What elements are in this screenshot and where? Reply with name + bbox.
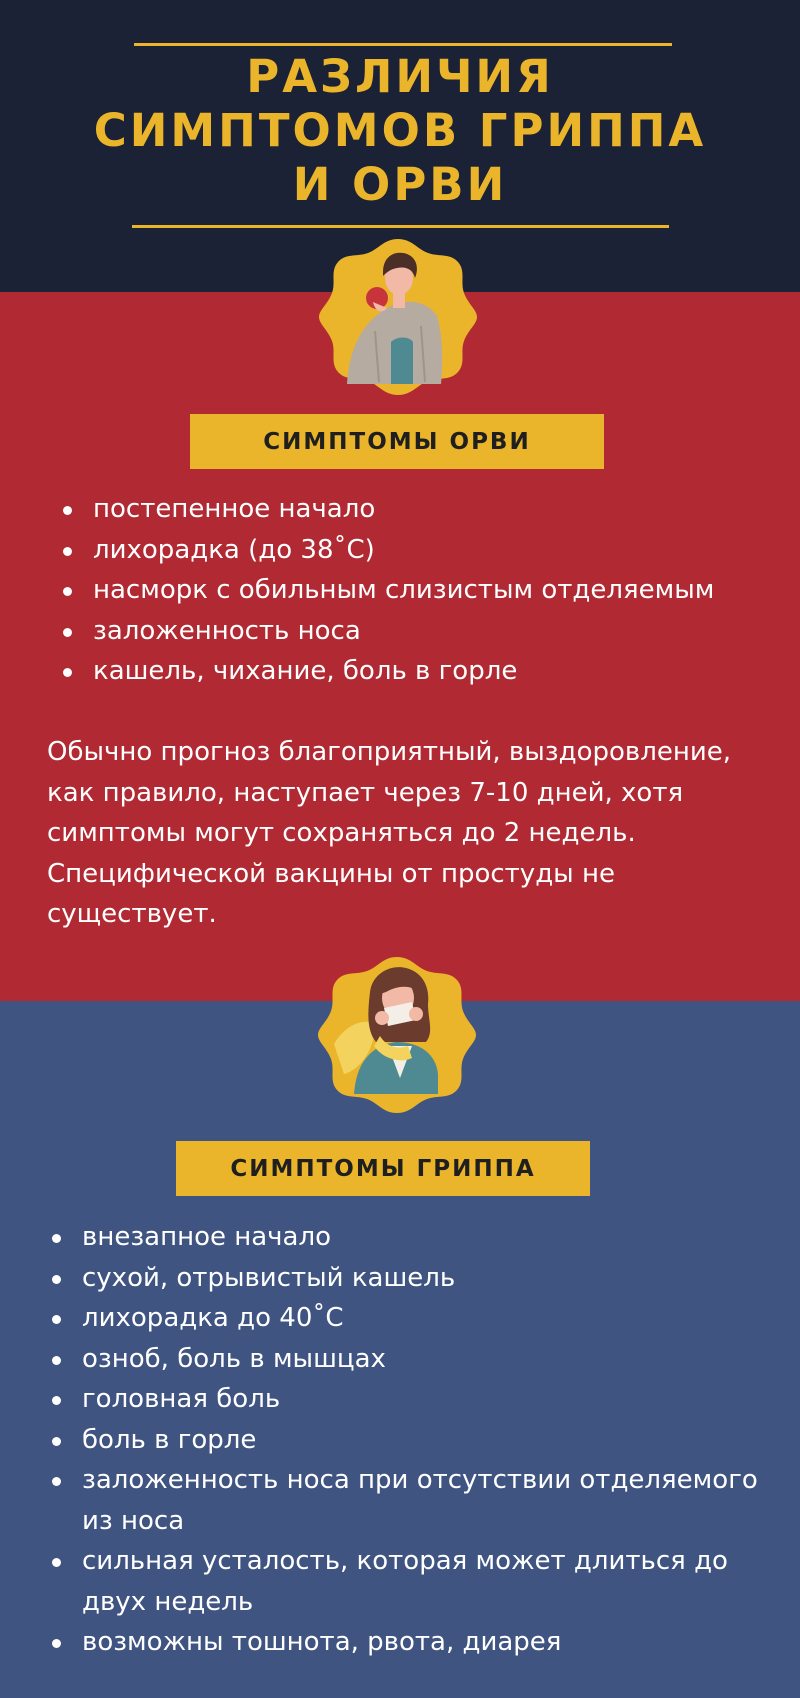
list-item: сухой, отрывистый кашель: [36, 1258, 776, 1299]
orvi-symptoms-label: СИМПТОМЫ ОРВИ: [190, 414, 604, 469]
list-item: лихорадка до 40˚С: [36, 1298, 776, 1339]
list-item: заложенность носа при отсутствии отделяемого из носа: [36, 1460, 776, 1541]
list-item: постепенное начало: [47, 489, 767, 530]
flu-symptom-list: [36, 1217, 776, 1663]
list-item: озноб, боль в мышцах: [36, 1339, 776, 1380]
list-item: заложенность носа: [47, 611, 767, 652]
list-item: внезапное начало: [36, 1217, 776, 1258]
flu-symptoms-label: СИМПТОМЫ ГРИППА: [176, 1141, 590, 1196]
list-item: боль в горле: [36, 1420, 776, 1461]
title-line: РАЗЛИЧИЯ: [246, 50, 554, 103]
list-item: возможны тошнота, рвота, диарея: [36, 1622, 776, 1663]
list-item: головная боль: [36, 1379, 776, 1420]
title-top-rule: [134, 43, 672, 46]
list-item: насморк с обильным слизистым отделяемым: [47, 570, 767, 611]
title-line: СИМПТОМОВ ГРИППА: [93, 104, 707, 157]
title-bottom-rule: [132, 225, 669, 228]
sick-man-with-blanket-icon: [317, 236, 479, 398]
orvi-prognosis-text: Обычно прогноз благоприятный, выздоровление, как правило, наступает через 7-10 дней, хотя симптомы могут сохраняться до 2 недель. Специфической вакцины от простуды не существует.: [47, 737, 731, 929]
page-title: [0, 50, 800, 212]
sneezing-woman-with-tissue-icon: [316, 954, 478, 1116]
title-line: И ОРВИ: [292, 158, 508, 211]
orvi-symptom-list: [47, 489, 767, 692]
list-item: лихорадка (до 38˚С): [47, 530, 767, 571]
list-item: сильная усталость, которая может длиться до двух недель: [36, 1541, 776, 1622]
list-item: кашель, чихание, боль в горле: [47, 651, 767, 692]
